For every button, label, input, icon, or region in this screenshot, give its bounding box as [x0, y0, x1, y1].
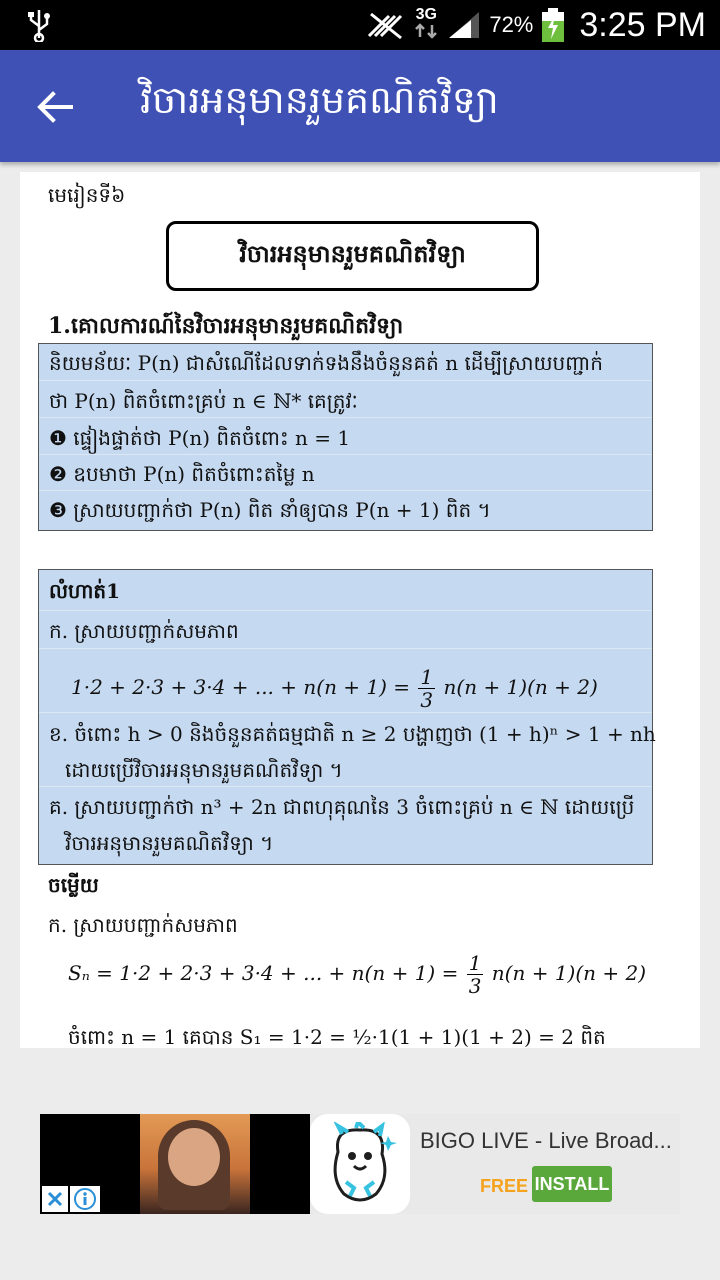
no-signal-notification-icon [365, 10, 405, 40]
app-bar [0, 50, 720, 162]
ad-price: FREE [480, 1176, 529, 1196]
answer-formula: Sₙ = 1·2 + 2·3 + 3·4 + ... + n(n + 1) = $\frac{1}{3}$ n(n + 1)(n + 2) [68, 951, 647, 998]
arrow-back-icon [37, 89, 73, 125]
install-button[interactable]: INSTALL [532, 1166, 612, 1202]
battery-percent: 72% [489, 12, 534, 37]
network-type-indicator: 3G [413, 7, 439, 44]
part-b-line: ដោយប្រើវិចារអនុមានរួមគណិតវិទ្យា ។ [65, 758, 343, 782]
section-heading: 1.គោលការណ៍នៃវិចារអនុមានរួមគណិតវិទ្យា [48, 313, 404, 339]
battery-charging-icon [541, 7, 565, 43]
fraction-one-third: $\frac{1}{3}$ [468, 951, 482, 998]
example-box [38, 569, 656, 865]
part-c-line: គ. ស្រាយបញ្ជាក់ថា n³ + 2n ជាពហុគុណនៃ 3 ចំពោះគ្រប់ n ∈ ℕ ដោយប្រើ [49, 795, 635, 819]
lesson-title: វិចារអនុមានរួមគណិតវិទ្យា [239, 238, 466, 268]
answer-part-a-label: ក. ស្រាយបញ្ជាក់សមភាព [48, 913, 238, 937]
lesson-number: មេរៀនទី៦ [48, 183, 126, 207]
example-title: លំហាត់1 [49, 579, 121, 603]
part-c-line: វិចារអនុមានរួមគណិតវិទ្យា ។ [65, 831, 274, 855]
principle-step-2: ❷ ឧបមាថា P(n) ពិតចំពោះតម្លៃ n [49, 462, 315, 486]
principle-step-3: ❸ ស្រាយបញ្ជាក់ថា P(n) ពិត នាំឲ្យបាន P(n + 1) ពិត ។ [49, 498, 491, 522]
principle-box [38, 343, 653, 531]
principle-line: និយមន័យៈ P(n) ជាសំណើដែលទាក់ទងនឹងចំនួនគត់ n ដើម្បីស្រាយបញ្ជាក់ [49, 351, 603, 375]
ad-info-button[interactable] [70, 1186, 100, 1212]
principle-step-1: ❶ ផ្ទៀងផ្ទាត់ថា P(n) ពិតចំពោះ n = 1 [49, 426, 351, 450]
page-title: វិចារអនុមានរួមគណិតវិទ្យា [140, 78, 499, 122]
clock: 3:25 PM [579, 5, 706, 44]
part-a-formula: 1·2 + 2·3 + 3·4 + ... + n(n + 1) = $\frac{1}{3}$ n(n + 1)(n + 2) [71, 665, 598, 712]
bigo-mascot-icon [320, 1122, 400, 1206]
ad-app-name[interactable]: BIGO LIVE - Live Broad... [420, 1128, 672, 1153]
data-arrows-icon [413, 23, 439, 39]
answer-check-line: ចំពោះ n = 1 គេបាន S₁ = 1·2 = ½·1(1 + 1)(1 + 2) = 2 ពិត [68, 1025, 606, 1048]
part-b-line: ខ. ចំពោះ h > 0 និងចំនួនគត់ធម្មជាតិ n ≥ 2 បង្ហាញថា (1 + h)ⁿ > 1 + nh [49, 722, 656, 746]
status-bar [0, 0, 720, 50]
part-a-label: ក. ស្រាយបញ្ជាក់សមភាព [49, 619, 239, 643]
document-page[interactable] [20, 172, 700, 1048]
signal-strength-icon [447, 10, 481, 40]
ad-banner[interactable] [40, 1114, 680, 1214]
fraction-one-third: $\frac{1}{3}$ [420, 665, 434, 712]
usb-icon [26, 8, 52, 42]
answer-label: ចម្លើយ [48, 873, 99, 897]
lesson-title-box [166, 221, 539, 291]
close-icon [46, 1190, 64, 1208]
back-button[interactable] [30, 82, 80, 132]
principle-line: ថា P(n) ពិតចំពោះគ្រប់ n ∈ ℕ* គេត្រូវៈ [49, 389, 358, 413]
info-icon [73, 1187, 97, 1211]
bigo-live-logo[interactable] [310, 1114, 410, 1214]
ad-close-button[interactable] [42, 1186, 68, 1212]
